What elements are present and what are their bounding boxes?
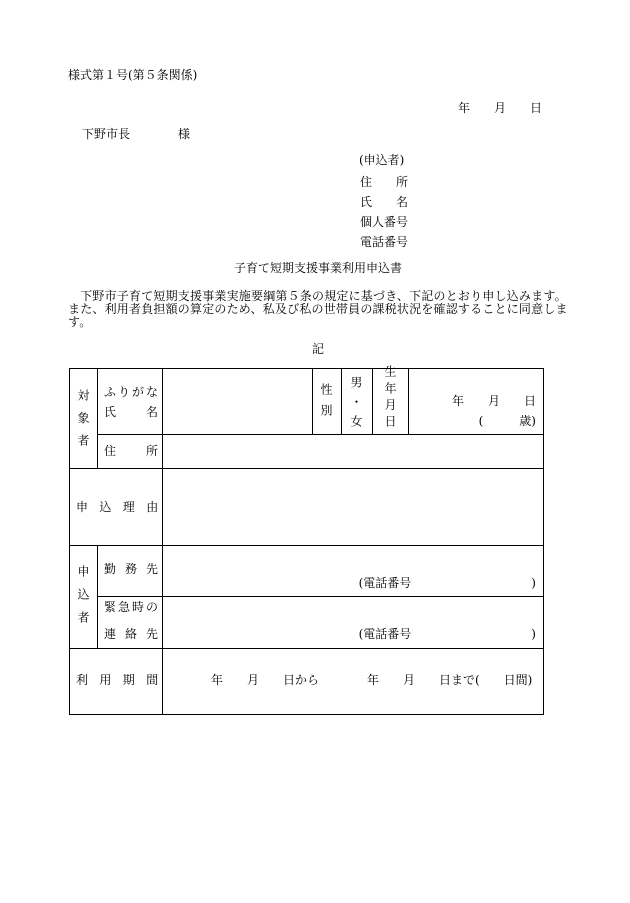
child-address-label-cell — [97, 434, 168, 469]
usage-period-label-cell — [69, 648, 163, 715]
emergency-contact-label-line2: 連 絡 先 — [104, 627, 157, 641]
form-title: 子育て短期支援事業利用申込書 — [233, 261, 402, 275]
sex-label: 性別 — [319, 383, 333, 425]
workplace-entry-cell — [162, 545, 544, 597]
usage-period-label: 利 用 期 間 — [76, 673, 158, 687]
emergency-contact-label-cell — [97, 596, 163, 649]
workplace-label: 勤 務 先 — [104, 562, 157, 576]
consent-statement-line: す。 — [68, 315, 92, 329]
usage-period-value: 年 月 日から 年 月 日まで( 日間) — [211, 673, 533, 687]
birth-date-entry-cell — [408, 368, 544, 435]
child-address-entry-cell — [162, 434, 544, 469]
applicant-personal-number-label: 個人番号 — [360, 215, 409, 229]
reason-entry-cell — [162, 468, 544, 546]
birth-date-label-cell — [372, 365, 409, 435]
addressee: 下野市長 様 — [82, 127, 191, 141]
applicant-section-header-cell — [69, 545, 98, 649]
workplace-phone: (電話番号 ) — [358, 576, 536, 590]
submission-date-line: 年 月 日 — [457, 101, 542, 115]
birth-date-value: 年 月 日 — [451, 394, 536, 408]
sex-label-cell — [312, 368, 342, 435]
reason-label-cell — [69, 468, 163, 546]
sex-options-cell — [341, 368, 373, 435]
applicant-name-label: 氏 名 — [360, 195, 409, 209]
sex-options: 男・女 — [349, 376, 363, 435]
emergency-contact-phone: (電話番号 ) — [358, 627, 536, 641]
child-address-label: 住 所 — [104, 444, 168, 458]
reason-label: 申 込 理 由 — [76, 500, 158, 514]
form-number: 様式第１号(第５条関係) — [68, 68, 198, 82]
child-name-label: 氏 名 — [104, 405, 168, 419]
furigana-name-label-cell — [97, 368, 168, 435]
notation-heading: 記 — [311, 342, 324, 356]
target-person-header: 対象者 — [76, 389, 90, 457]
emergency-contact-label-line1: 緊急時の — [104, 600, 161, 614]
applicant-section-header: 申込者 — [76, 565, 90, 634]
age-value: ( 歳) — [478, 414, 536, 428]
child-name-entry-cell — [162, 368, 313, 435]
target-person-header-cell — [69, 368, 98, 469]
applicant-address-label: 住 所 — [360, 175, 409, 189]
emergency-contact-entry-cell — [162, 596, 544, 649]
furigana-label: ふりがな — [104, 385, 161, 399]
consent-statement-line: 下野市子育て短期支援事業実施要綱第５条の規定に基づき、下記のとおり申し込みます。 — [68, 289, 567, 303]
applicant-heading: (申込者) — [359, 153, 405, 167]
consent-statement-line: また、利用者負担額の算定のため、私及び私の世帯員の課税状況を確認することに同意しま — [68, 302, 568, 316]
birth-date-label: 生年月日 — [383, 365, 397, 432]
application-table — [69, 365, 544, 715]
workplace-label-cell — [97, 545, 163, 597]
applicant-phone-label: 電話番号 — [360, 235, 409, 249]
usage-period-entry-cell — [162, 648, 544, 715]
